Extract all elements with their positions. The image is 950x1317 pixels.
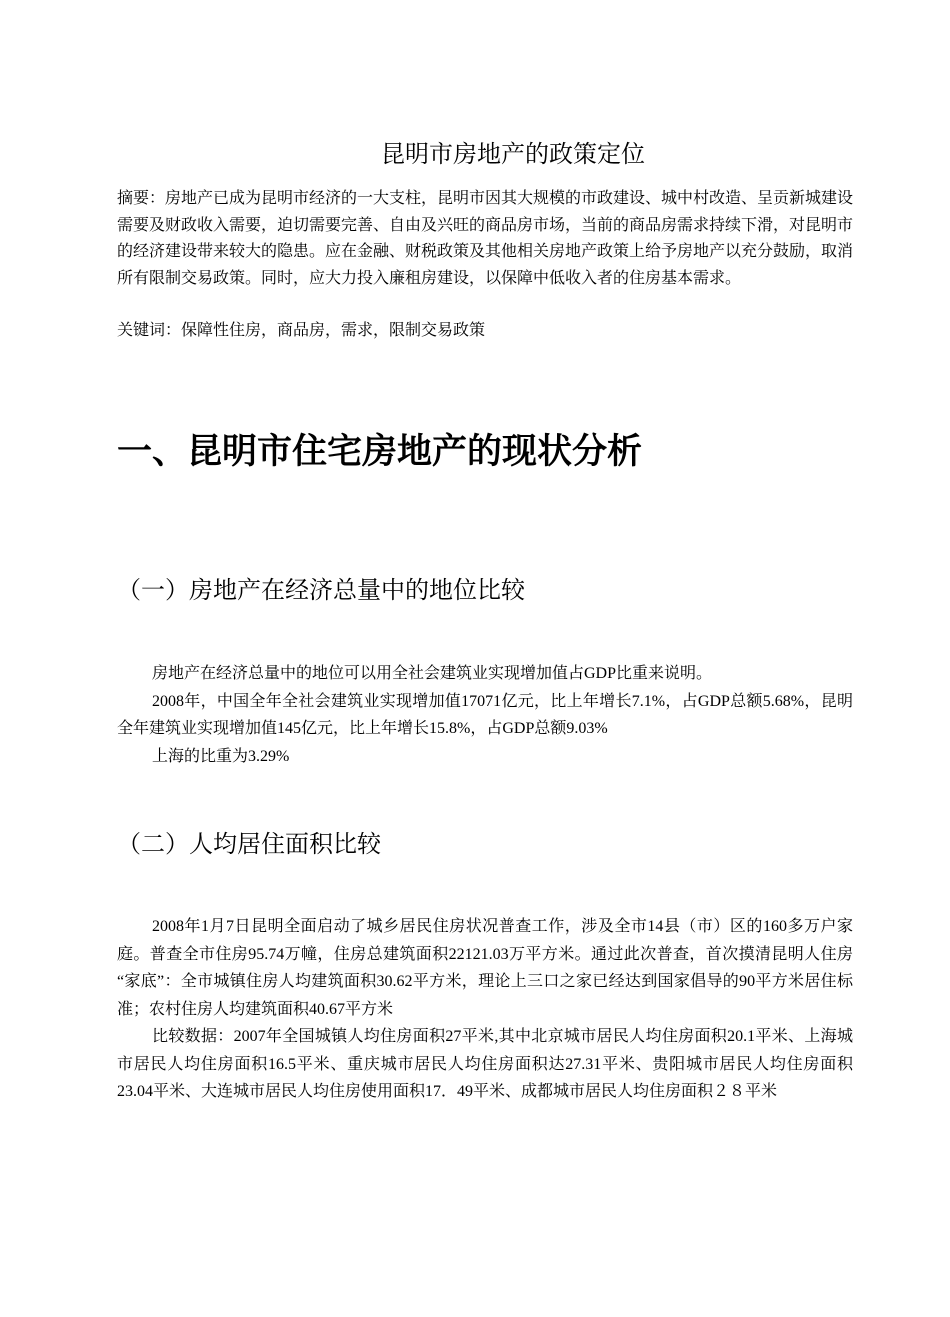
paragraph: 比较数据：2007年全国城镇人均住房面积27平米,其中北京城市居民人均住房面积20.1平米、上海城市居民人均住房面积16.5平米、重庆城市居民人均住房面积达27.31平米、贵阳城市居民人均住房面积23.04平米、大连城市居民人均住房使用面积17．49平米、成都城市居民人均住房面积２８平米 [117,1028,853,1100]
subsection-2-body [117,913,853,1106]
paragraph: 房地产在经济总量中的地位可以用全社会建筑业实现增加值占GDP比重来说明。 [152,665,713,682]
paragraph: 上海的比重为3.29% [152,747,290,765]
abstract: 摘要：房地产已成为昆明市经济的一大支柱，昆明市因其大规模的市政建设、城中村改造、呈贡新城建设需要及财政收入需要，迫切需要完善、自由及兴旺的商品房市场，当前的商品房需求持续下滑，对昆明市的经济建设带来较大的隐患。应在金融、财税政策及其他相关房地产政策上给予房地产以充分鼓励，取消所有限制交易政策。同时，应大力投入廉租房建设，以保障中低收入者的住房基本需求。 [117,188,854,287]
paragraph: 2008年1月7日昆明全面启动了城乡居民住房状况普查工作，涉及全市14县（市）区的160多万户家庭。普查全市住房95.74万幢，住房总建筑面积22121.03万平方米。通过此次普查，首次摸清昆明人住房 “家底”：全市城镇住房人均建筑面积30.62平方米，理论上三口之家已经达到国家倡导的90平方米居住标准；农村住房人均建筑面积40.67平方米 [117,918,853,1018]
document-title: 昆明市房地产的政策定位 [381,140,645,168]
subsection-1-body [117,660,853,770]
keywords: 关键词：保障性住房，商品房，需求，限制交易政策 [117,320,486,339]
subsection-heading-1: （一）房地产在经济总量中的地位比较 [117,576,525,604]
paragraph: 2008年，中国全年全社会建筑业实现增加值17071亿元，比上年增长7.1%，占GDP总额5.68%，昆明全年建筑业实现增加值145亿元，比上年增长15.8%，占GDP总额9.03% [117,692,853,737]
subsection-heading-2: （二）人均居住面积比较 [117,830,381,858]
section-heading-1: 一、昆明市住宅房地产的现状分析 [117,432,643,472]
